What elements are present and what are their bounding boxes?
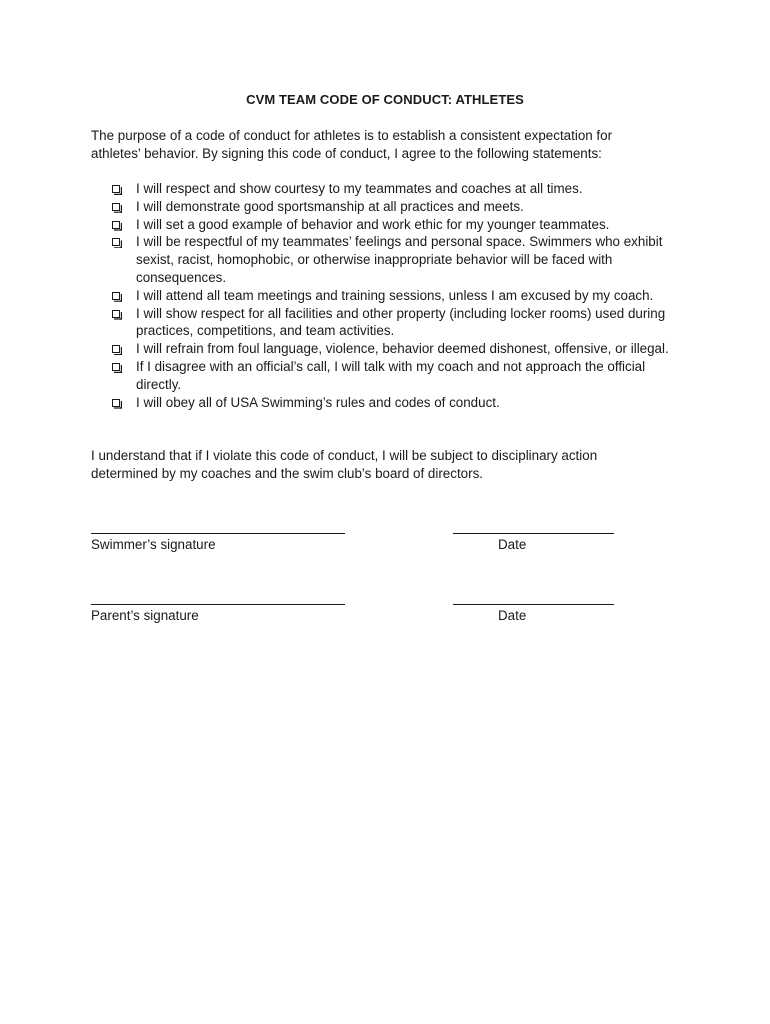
list-item (112, 198, 682, 216)
closing-paragraph: I understand that if I violate this code of conduct, I will be subject to disciplinary action determined by my coaches and the swim club’s board of directors. (91, 448, 598, 481)
parent-signature-line[interactable] (91, 604, 345, 605)
swimmer-date-line[interactable] (453, 533, 614, 534)
statement-text: I will demonstrate good sportsmanship at all practices and meets. (136, 198, 524, 214)
list-item (112, 233, 682, 286)
parent-date-label: Date (498, 608, 527, 623)
checkbox-icon (112, 399, 120, 407)
checkbox-icon (112, 203, 120, 211)
list-item (112, 358, 682, 394)
list-item (112, 180, 682, 198)
statement-text: I will respect and show courtesy to my teammates and coaches at all times. (136, 181, 583, 196)
swimmer-signature-label: Swimmer’s signature (91, 537, 216, 552)
list-item (112, 216, 682, 234)
list-item (112, 394, 682, 412)
statement-text: I will show respect for all facilities and other property (including locker rooms) used during practices, competitions, and team activities. (136, 305, 666, 339)
swimmer-signature-line[interactable] (91, 533, 345, 534)
statement-text: I will obey all of USA Swimming’s rules and codes of conduct. (136, 394, 500, 410)
swimmer-date-label: Date (498, 537, 527, 552)
statement-text: If I disagree with an official’s call, I will talk with my coach and not approach the official directly. (136, 358, 646, 392)
parent-signature-label: Parent’s signature (91, 608, 199, 623)
checkbox-icon (112, 238, 120, 246)
list-item (112, 287, 682, 305)
list-item (112, 340, 682, 358)
page-title: CVM TEAM CODE OF CONDUCT: ATHLETES (246, 92, 524, 107)
statement-list (112, 180, 682, 411)
checkbox-icon (112, 185, 120, 193)
statement-text: I will attend all team meetings and training sessions, unless I am excused by my coach. (136, 287, 654, 303)
checkbox-icon (112, 345, 120, 353)
statement-text: I will be respectful of my teammates’ feelings and personal space. Swimmers who exhibit sexist, racist, homophobic, or otherwise inappropriate behavior will be faced with consequences. (136, 234, 663, 285)
list-item (112, 305, 682, 341)
checkbox-icon (112, 363, 120, 371)
checkbox-icon (112, 310, 120, 318)
intro-paragraph: The purpose of a code of conduct for athletes is to establish a consistent expectation for athletes’ behavior. By signing this code of conduct, I agree to the following statements: (91, 128, 613, 161)
statement-text: I will refrain from foul language, violence, behavior deemed dishonest, offensive, or illegal. (136, 341, 669, 357)
checkbox-icon (112, 221, 120, 229)
parent-date-line[interactable] (453, 604, 614, 605)
checkbox-icon (112, 292, 120, 300)
statement-text: I will set a good example of behavior and work ethic for my younger teammates. (136, 216, 610, 232)
